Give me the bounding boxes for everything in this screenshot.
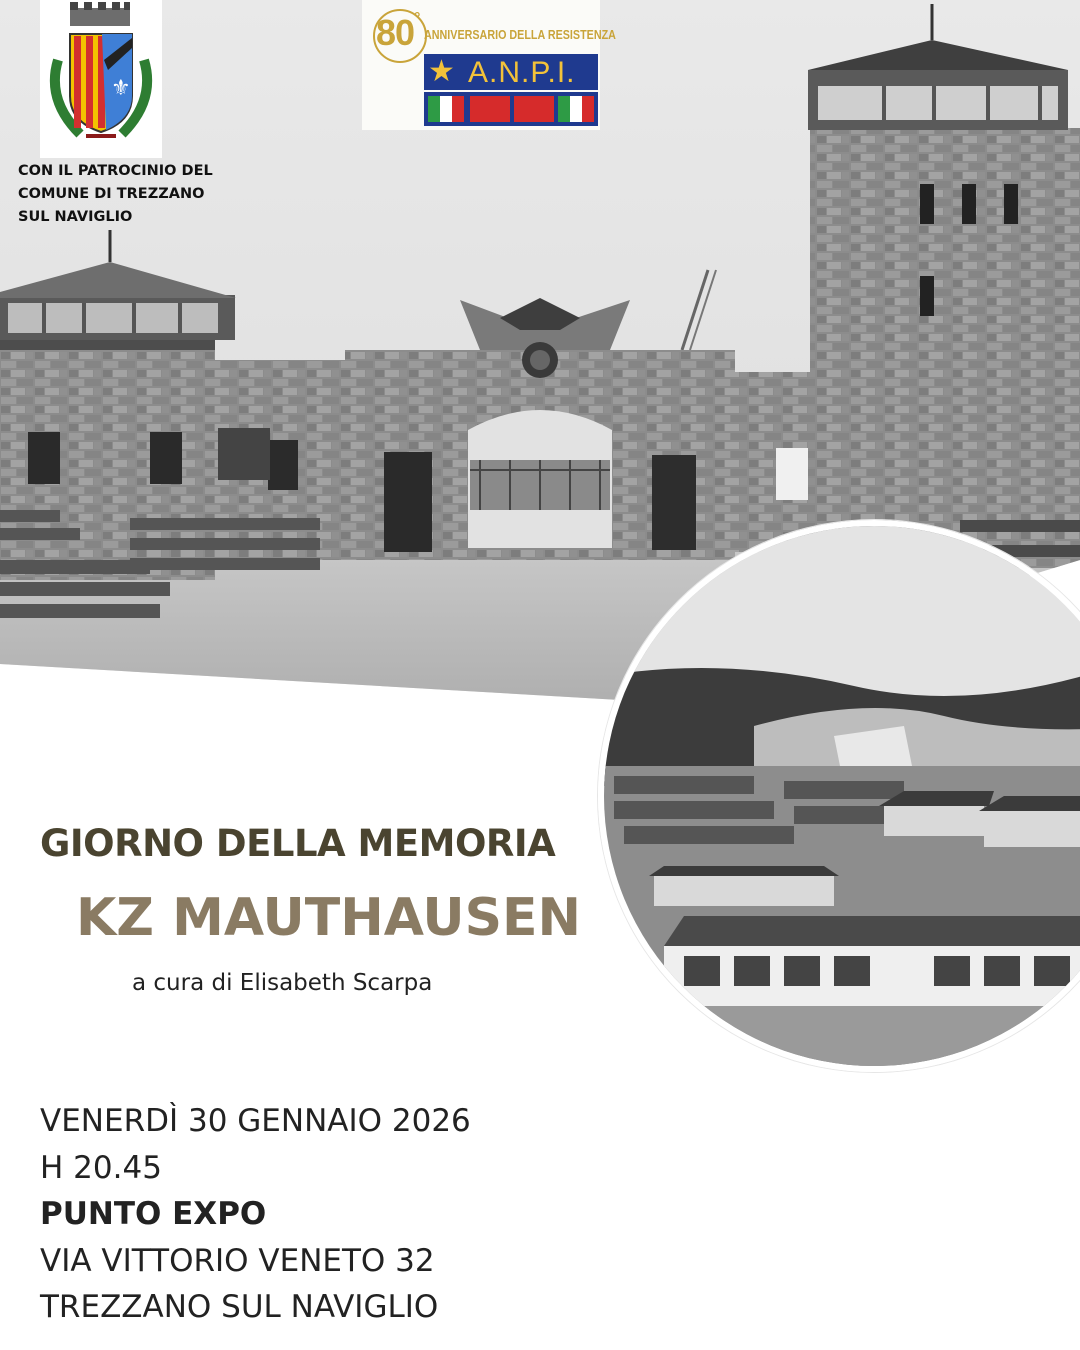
anpi-degree-mark: ° bbox=[414, 10, 421, 27]
patrocinio-line-1: CON IL PATROCINIO DEL bbox=[18, 163, 213, 179]
event-city: TREZZANO SUL NAVIGLIO bbox=[40, 1289, 439, 1325]
patrocinio-line-3: SUL NAVIGLIO bbox=[18, 209, 133, 225]
event-time: H 20.45 bbox=[40, 1149, 162, 1186]
patrocinio-text bbox=[18, 160, 248, 229]
anpi-star-icon: ★ bbox=[428, 55, 455, 88]
anpi-flags-icon bbox=[424, 92, 598, 126]
event-subtitle: KZ MAUTHAUSEN bbox=[76, 888, 582, 948]
event-venue: PUNTO EXPO bbox=[40, 1196, 267, 1232]
anpi-anniversary-text: ANNIVERSARIO DELLA RESISTENZA bbox=[424, 28, 616, 42]
anpi-80-number: 80 bbox=[376, 12, 415, 53]
event-details bbox=[40, 1098, 471, 1331]
svg-text:⚜: ⚜ bbox=[111, 76, 131, 101]
event-address: VIA VITTORIO VENETO 32 bbox=[40, 1242, 435, 1279]
anpi-name: A.N.P.I. bbox=[468, 56, 576, 89]
event-date: VENERDÌ 30 GENNAIO 2026 bbox=[40, 1103, 471, 1139]
patrocinio-line-2: COMUNE DI TREZZANO bbox=[18, 186, 205, 202]
comune-coat-of-arms-logo bbox=[40, 0, 162, 158]
curator-credit: a cura di Elisabeth Scarpa bbox=[132, 970, 433, 996]
event-title: GIORNO DELLA MEMORIA bbox=[40, 822, 556, 865]
